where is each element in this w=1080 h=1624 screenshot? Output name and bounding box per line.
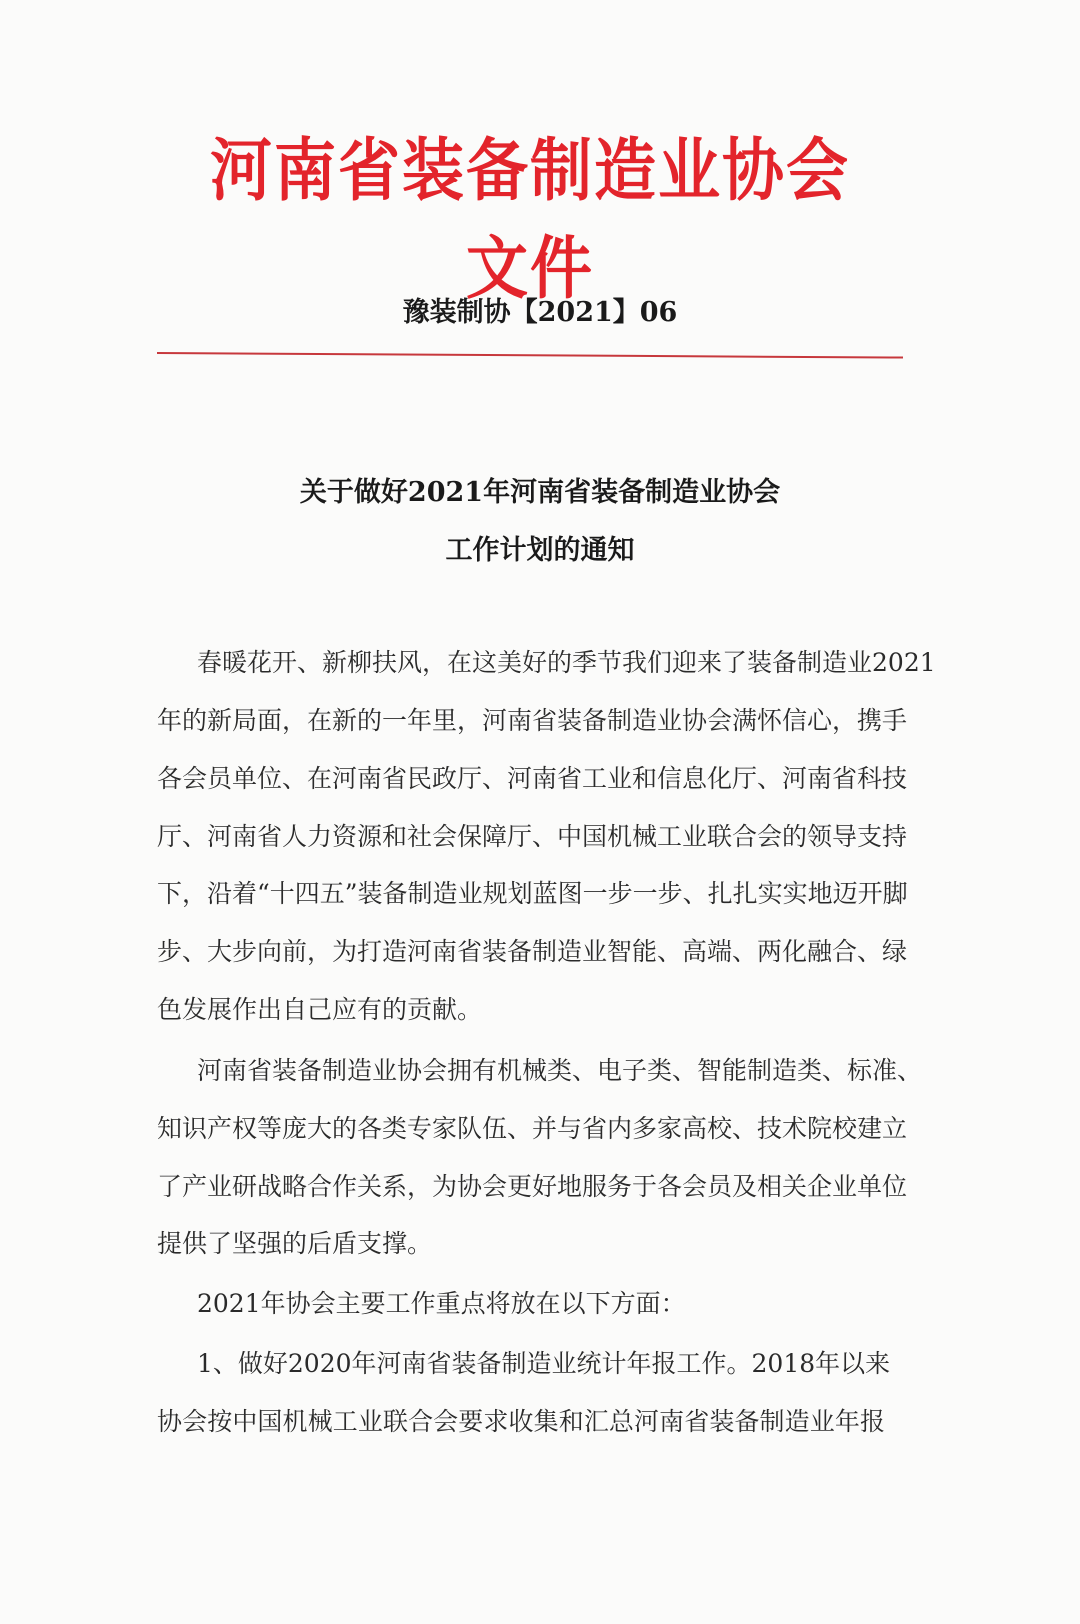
body-line: 知识产权等庞大的各类专家队伍、并与省内多家高校、技术院校建立 [157, 1114, 908, 1143]
document-header-title: 河南省装备制造业协会文件 [209, 130, 850, 309]
body-line: 春暖花开、新柳扶风，在这美好的季节我们迎来了装备制造业2021 [197, 648, 936, 677]
body-line: 下，沿着“十四五”装备制造业规划蓝图一步一步、扎扎实实地迈开脚 [157, 879, 908, 908]
body-line: 了产业研战略合作关系，为协会更好地服务于各会员及相关企业单位 [157, 1172, 908, 1201]
body-line: 2021年协会主要工作重点将放在以下方面： [197, 1289, 686, 1318]
body-line: 协会按中国机械工业联合会要求收集和汇总河南省装备制造业年报 [157, 1407, 885, 1436]
body-line: 河南省装备制造业协会拥有机械类、电子类、智能制造类、标准、 [197, 1056, 923, 1085]
notice-title-line-2: 工作计划的通知 [445, 535, 635, 566]
header-divider [157, 352, 903, 359]
document-number: 豫装制协【2021】06 [402, 297, 678, 328]
body-line: 色发展作出自己应有的贡献。 [157, 995, 483, 1024]
body-line: 厅、河南省人力资源和社会保障厅、中国机械工业联合会的领导支持 [157, 822, 908, 851]
body-line: 各会员单位、在河南省民政厅、河南省工业和信息化厅、河南省科技 [157, 764, 908, 793]
notice-title-line-1: 关于做好2021年河南省装备制造业协会 [299, 477, 781, 508]
body-line: 年的新局面，在新的一年里，河南省装备制造业协会满怀信心，携手 [157, 706, 908, 735]
body-line: 步、大步向前，为打造河南省装备制造业智能、高端、两化融合、绿 [157, 937, 908, 966]
body-line: 1、做好2020年河南省装备制造业统计年报工作。2018年以来 [197, 1349, 891, 1378]
body-line: 提供了坚强的后盾支撑。 [157, 1229, 433, 1258]
